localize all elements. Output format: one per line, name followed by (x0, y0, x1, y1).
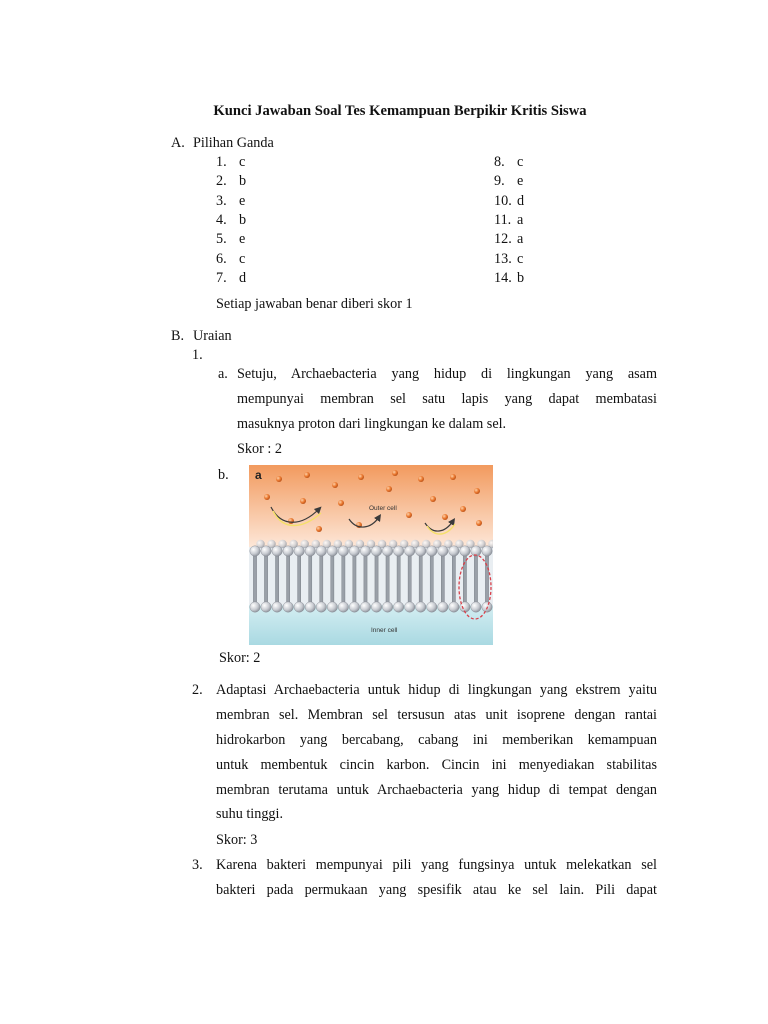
mc-question-number: 7. (216, 269, 227, 286)
lipid-tail (419, 553, 422, 603)
mc-answer-row (216, 270, 246, 287)
lipid-head (360, 546, 370, 556)
lipid-head (482, 546, 492, 556)
section-b-heading: B. Uraian (171, 328, 232, 344)
lipid-head (305, 602, 315, 612)
lipid-head (404, 546, 414, 556)
lipid-head (416, 546, 426, 556)
lipid-head (460, 546, 470, 556)
proton-dot (358, 474, 364, 480)
lipid-tail (375, 553, 378, 603)
proton-dot (476, 520, 482, 526)
lipid-head (272, 602, 282, 612)
q2-line: membran sel. Membran sel tersusun atas unit isoprene dengan rantai (216, 707, 657, 723)
lipid-head (305, 546, 315, 556)
lipid-head (471, 602, 481, 612)
mc-question-number: 13. (494, 250, 512, 267)
lipid-head (349, 602, 359, 612)
lipid-head (427, 602, 437, 612)
q1a-line: masuknya proton dari lingkungan ke dalam sel. (237, 416, 507, 432)
q2-line: membran terutama untuk Archaebacteria yang hidup di tempat dengan (216, 782, 657, 798)
mc-score-note: Setiap jawaban benar diberi skor 1 (216, 296, 413, 312)
q2-score: Skor: 3 (216, 832, 258, 848)
proton-dot (450, 474, 456, 480)
lipid-head (382, 546, 392, 556)
mc-question-number: 3. (216, 192, 227, 209)
lipid-head (338, 602, 348, 612)
lipid-head (360, 602, 370, 612)
membrane-illustration (249, 465, 493, 645)
mc-answer-letter: e (239, 231, 246, 248)
proton-dot (386, 486, 392, 492)
q3-line: bakteri pada permukaan yang spesifik atau ke sel lain. Pili dapat (216, 882, 657, 898)
mc-answer-letter: e (239, 192, 246, 209)
proton-dot (338, 500, 344, 506)
mc-answer-row (216, 251, 245, 268)
q3-number: 3. (192, 857, 203, 873)
lipid-tail (287, 553, 290, 603)
mc-answer-letter: c (239, 154, 246, 170)
lipid-head (338, 546, 348, 556)
lipid-head (283, 602, 293, 612)
lipid-tail (441, 553, 444, 603)
lipid-tail (298, 553, 301, 603)
mc-answer-letter: c (517, 250, 524, 267)
mc-question-number: 10. (494, 192, 512, 209)
lipid-tail (309, 553, 312, 603)
mc-answer-row (494, 270, 524, 287)
proton-dot (276, 476, 282, 482)
lipid-tail (386, 553, 389, 603)
lipid-tail (331, 553, 334, 603)
proton-dot (442, 514, 448, 520)
q1a-line: mempunyai membran sel satu lapis yang dapat membatasi (237, 391, 657, 407)
lipid-tail (408, 553, 411, 603)
mc-answer-row (494, 251, 523, 268)
q2-line: Adaptasi Archaebacteria untuk hidup di lingkungan yang ekstrem yaitu (216, 682, 657, 698)
lipid-head (404, 602, 414, 612)
lipid-head (382, 602, 392, 612)
q2-line: hidrokarbon yang bercabang, cabang ini memberikan kemampuan (216, 732, 657, 748)
lipid-tail (485, 553, 488, 603)
mc-question-number: 5. (216, 231, 227, 248)
lipid-head (349, 546, 359, 556)
mc-answer-letter: d (239, 269, 247, 286)
q1-number: 1. (192, 347, 203, 363)
lipid-head (427, 546, 437, 556)
lipid-head (449, 602, 459, 612)
lipid-head (283, 546, 293, 556)
lipid-head (416, 602, 426, 612)
mc-answer-letter: a (517, 231, 524, 248)
q1b-label: b. (218, 467, 229, 483)
proton-dot (264, 494, 270, 500)
mc-answer-letter: a (517, 211, 524, 228)
mc-answer-letter: b (517, 269, 525, 286)
section-a-heading: A. Pilihan Ganda (171, 135, 274, 151)
lipid-head (438, 546, 448, 556)
q3-line: Karena bakteri mempunyai pili yang fungsinya untuk melekatkan sel (216, 857, 657, 873)
lipid-head (261, 546, 271, 556)
membrane-figure (249, 465, 493, 645)
lipid-head (371, 546, 381, 556)
mc-question-number: 4. (216, 211, 227, 228)
proton-dot (300, 498, 306, 504)
proton-dot (474, 488, 480, 494)
lipid-tail (320, 553, 323, 603)
page-title: Kunci Jawaban Soal Tes Kemampuan Berpikir Kritis Siswa (213, 103, 587, 119)
lipid-tail (430, 553, 433, 603)
q2-number: 2. (192, 682, 203, 698)
mc-question-number: 9. (494, 173, 505, 190)
lipid-head (316, 602, 326, 612)
mc-answer-letter: b (239, 173, 247, 190)
lipid-tail (397, 553, 400, 603)
lipid-head (272, 546, 282, 556)
mc-answer-letter: b (239, 211, 247, 228)
mc-answer-row (216, 154, 245, 171)
mc-answer-letter: c (517, 154, 524, 170)
q2-line: untuk membentuk cincin karbon. Cincin ini menyediakan stabilitas (216, 757, 657, 773)
lipid-head (294, 602, 304, 612)
q1b-score: Skor: 2 (219, 650, 261, 666)
mc-answer-row (216, 231, 245, 248)
mc-question-number: 6. (216, 250, 227, 267)
mc-answer-letter: d (517, 192, 525, 209)
mc-answer-row (494, 154, 523, 171)
lipid-head (438, 602, 448, 612)
lipid-head (250, 602, 260, 612)
mc-question-number: 12. (494, 231, 512, 248)
proton-dot (460, 506, 466, 512)
lipid-head (316, 546, 326, 556)
q2-line: suhu tinggi. (216, 806, 284, 822)
lipid-tail (275, 553, 278, 603)
lipid-tail (474, 553, 477, 603)
lipid-tail (364, 553, 367, 603)
lipid-head (393, 602, 403, 612)
mc-answer-letter: e (517, 173, 524, 190)
lipid-head (250, 546, 260, 556)
mc-answer-row (216, 173, 246, 190)
proton-dot (430, 496, 436, 502)
mc-question-number: 14. (494, 269, 512, 286)
mc-answer-row (494, 173, 523, 190)
mc-answer-row (494, 231, 523, 248)
lipid-tail (264, 553, 267, 603)
lipid-tail (342, 553, 345, 603)
outer-cell-label: Outer cell (369, 505, 397, 512)
proton-dot (332, 482, 338, 488)
lipid-tail (353, 553, 356, 603)
panel-letter: a (255, 468, 262, 482)
mc-answer-row (216, 212, 246, 229)
proton-dot (406, 512, 412, 518)
lipid-tail (253, 553, 256, 603)
mc-question-number: 8. (494, 154, 505, 170)
mc-answer-letter: c (239, 250, 246, 267)
lipid-head (261, 602, 271, 612)
lipid-head (294, 546, 304, 556)
lipid-tail (452, 553, 455, 603)
q1a-line: Setuju, Archaebacteria yang hidup di lingkungan yang asam (237, 366, 657, 382)
mc-answer-row (494, 193, 524, 210)
lipid-head (393, 546, 403, 556)
inner-cell-label: Inner cell (371, 627, 398, 634)
mc-question-number: 1. (216, 154, 227, 170)
lipid-head (327, 602, 337, 612)
lipid-head (449, 546, 459, 556)
lipid-head (327, 546, 337, 556)
q1a-label: a. (218, 366, 228, 382)
mc-answer-row (494, 212, 523, 229)
proton-dot (288, 518, 294, 524)
proton-dot (418, 476, 424, 482)
mc-question-number: 11. (494, 211, 512, 228)
proton-dot (392, 470, 398, 476)
proton-dot (316, 526, 322, 532)
proton-dot (304, 472, 310, 478)
mc-question-number: 2. (216, 173, 227, 190)
lipid-head (371, 602, 381, 612)
mc-answer-row (216, 193, 245, 210)
q1a-score: Skor : 2 (237, 441, 282, 457)
